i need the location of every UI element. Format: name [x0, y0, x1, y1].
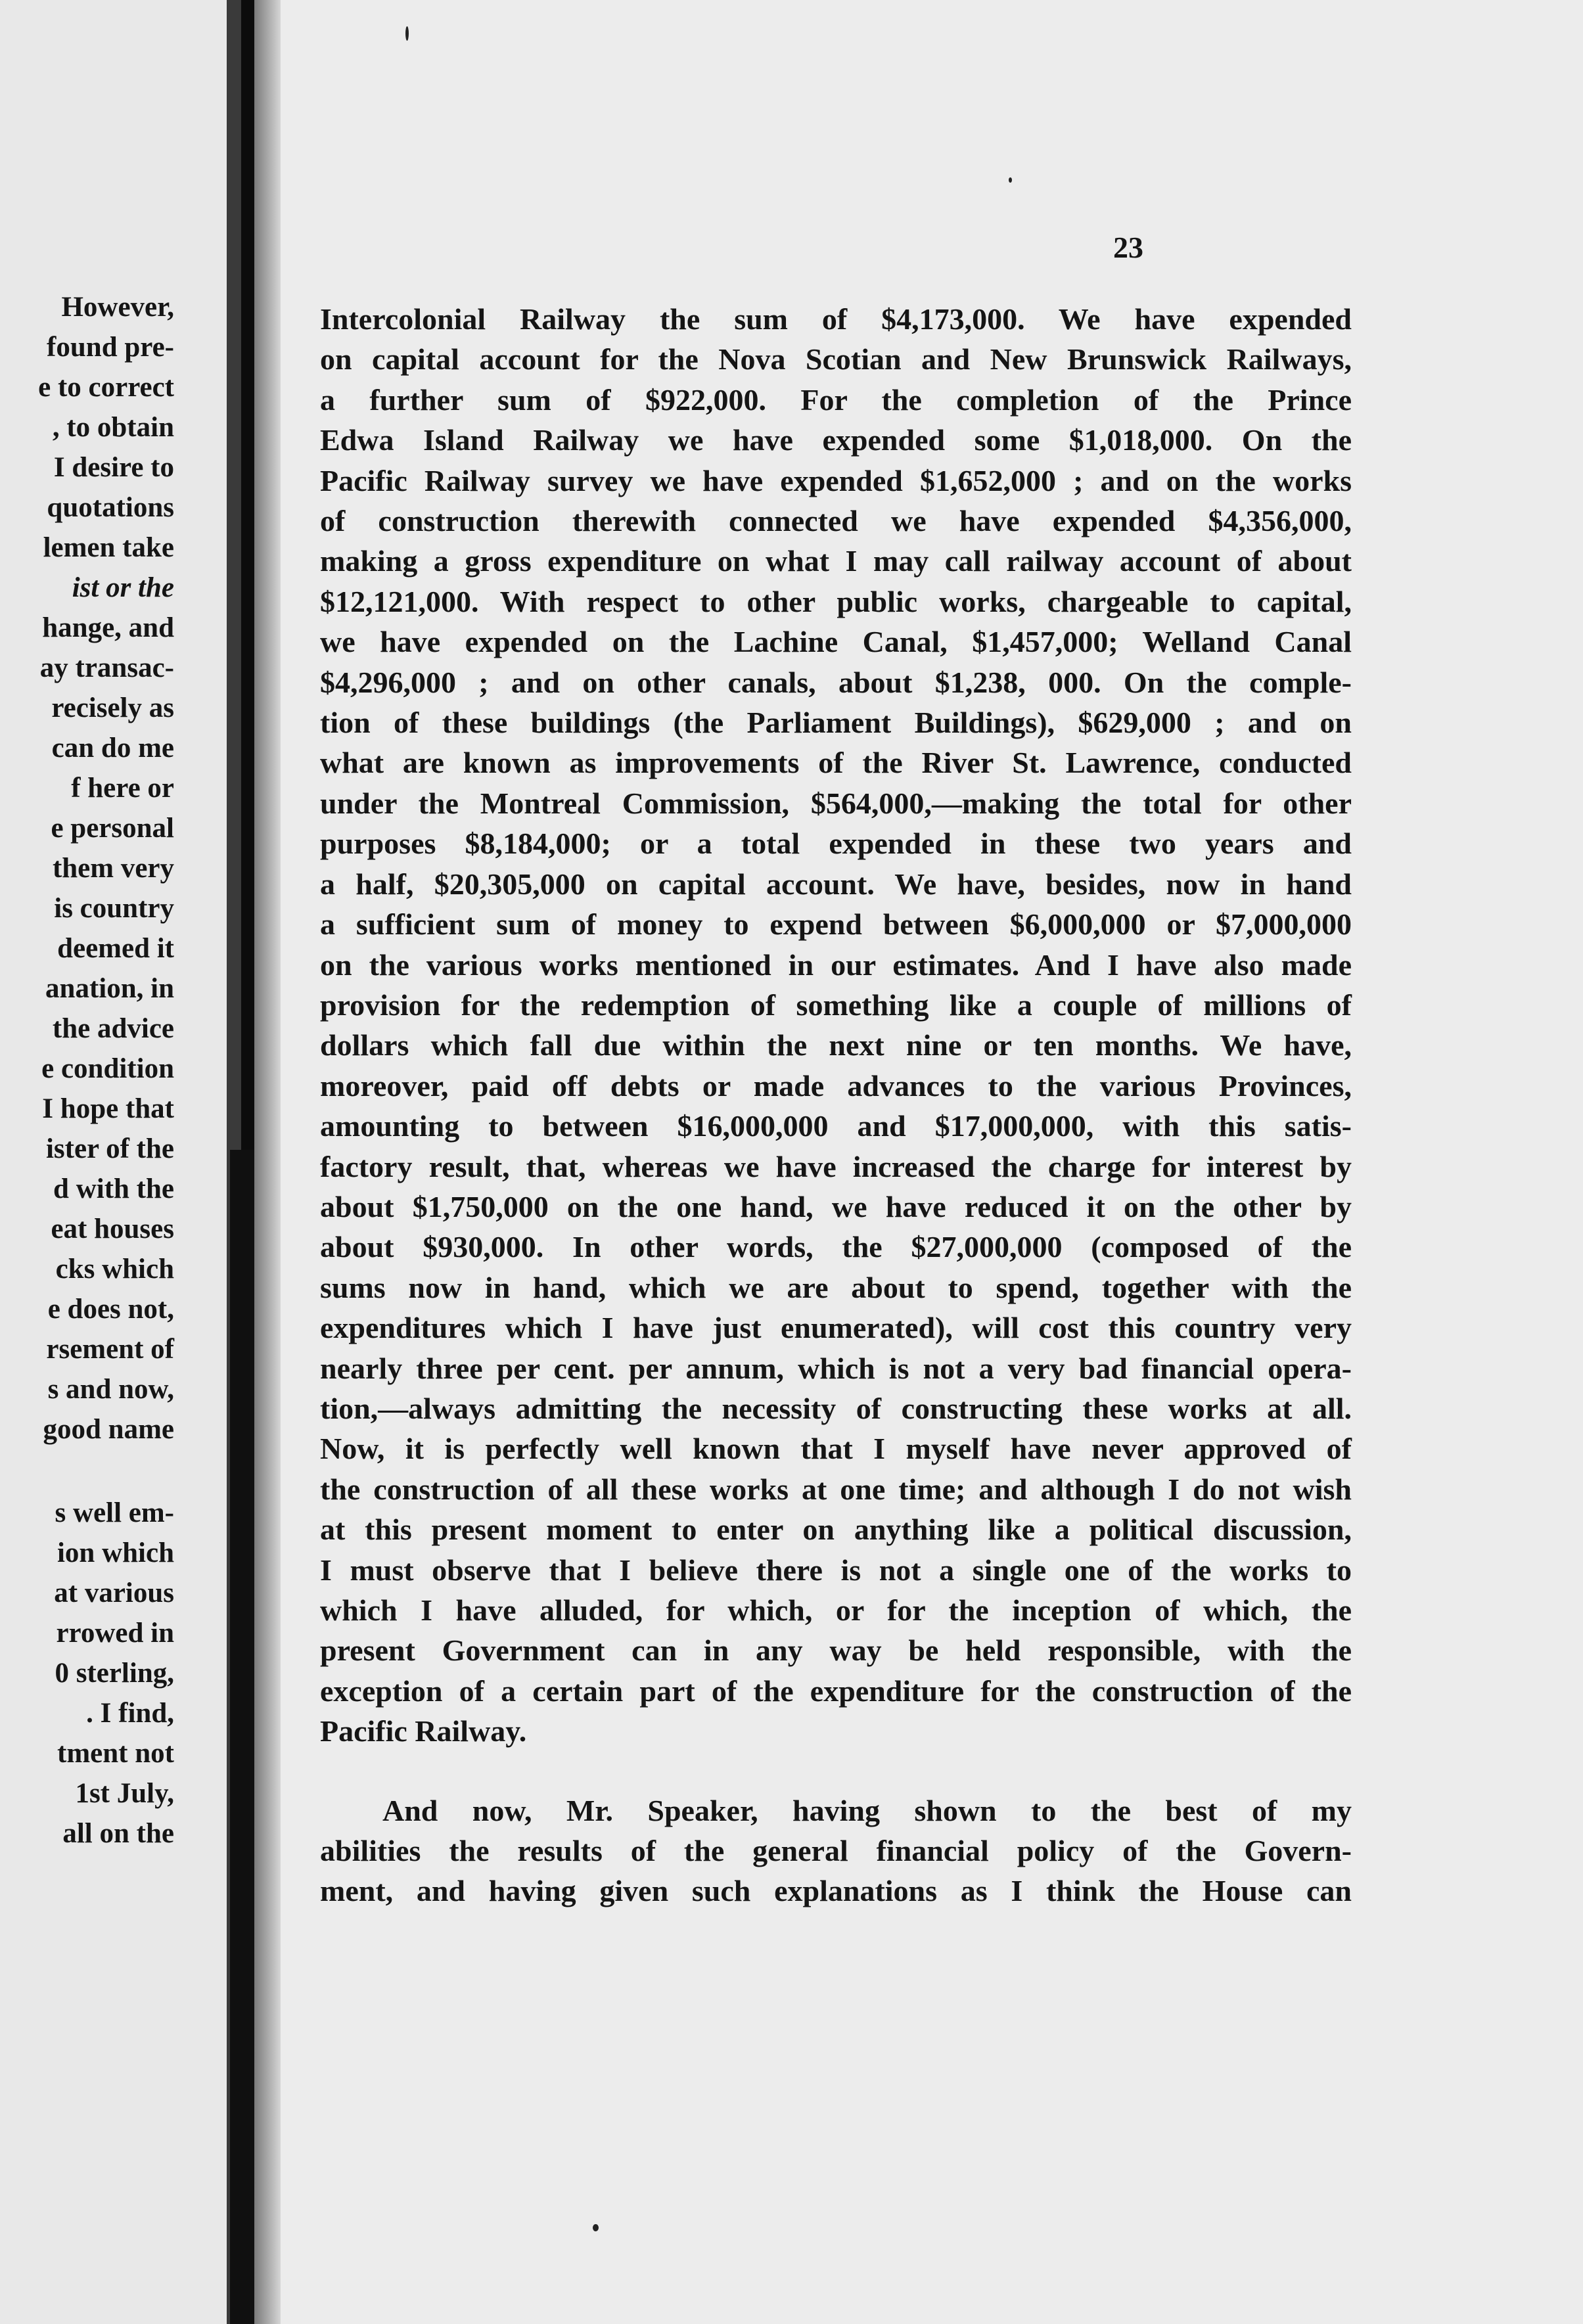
- text-line: factory result, that, whereas we have increased the charge for interest by: [320, 1149, 1352, 1183]
- text-line: we have expended on the Lachine Canal, $1,457,000; Welland Canal: [320, 625, 1352, 659]
- text-line: And now, Mr. Speaker, having shown to the best of my: [382, 1794, 1352, 1827]
- text-line: making a gross expenditure on what I may call railway account of about: [320, 544, 1352, 578]
- text-line: tion of these buildings (the Parliament Buildings), $629,000 ; and on: [320, 706, 1352, 740]
- left-line: them very: [52, 853, 174, 884]
- left-line: tment not: [57, 1738, 174, 1769]
- text-line: a half, $20,305,000 on capital account. We have, besides, now in hand: [320, 867, 1352, 901]
- scan-speck: [1009, 177, 1012, 183]
- text-line: Pacific Railway survey we have expended $1,652,000 ; and on the works: [320, 463, 1352, 497]
- text-line: a further sum of $922,000. For the completion of the Prince: [320, 382, 1352, 417]
- left-line: 1st July,: [75, 1778, 174, 1809]
- left-line: ist or the: [72, 572, 174, 603]
- left-line: is country: [54, 893, 174, 924]
- page-number: 23: [1113, 231, 1143, 264]
- text-line: at this present moment to enter on anything like a political discussion,: [320, 1513, 1352, 1547]
- left-line: e condition: [41, 1053, 174, 1084]
- page-curl-shade: [254, 0, 281, 2324]
- text-line: about $930,000. In other words, the $27,000,000 (composed of the: [320, 1230, 1352, 1264]
- left-line: s and now,: [47, 1374, 174, 1405]
- body-paragraph-2: [320, 1790, 1352, 1911]
- left-line: can do me: [51, 733, 174, 763]
- left-line: anation, in: [45, 973, 174, 1004]
- left-line: , to obtain: [52, 412, 174, 443]
- left-line: f here or: [71, 773, 174, 804]
- left-line: all on the: [62, 1818, 174, 1849]
- text-line: on the various works mentioned in our estimates. And I have also made: [320, 947, 1352, 982]
- text-line: dollars which fall due within the next nine or ten months. We have,: [320, 1028, 1352, 1062]
- text-line: nearly three per cent. per annum, which is not a very bad financial opera-: [320, 1351, 1352, 1385]
- left-line: ay transac-: [39, 652, 174, 683]
- left-line: deemed it: [57, 933, 174, 964]
- text-line: on capital account for the Nova Scotian and New Brunswick Railways,: [320, 342, 1352, 376]
- left-line: quotations: [47, 492, 174, 523]
- previous-page-upper-column: [3, 287, 174, 1449]
- text-line: present Government can in any way be held responsible, with the: [320, 1633, 1352, 1668]
- text-line: about $1,750,000 on the one hand, we have reduced it on the other by: [320, 1189, 1352, 1223]
- left-line: rsement of: [46, 1334, 174, 1365]
- left-line: found pre-: [47, 332, 174, 363]
- text-line: what are known as improvements of the River St. Lawrence, conducted: [320, 746, 1352, 780]
- left-line: I hope that: [42, 1093, 174, 1124]
- text-line: abilities the results of the general financial policy of the Govern-: [320, 1834, 1352, 1867]
- left-line: I desire to: [53, 452, 174, 483]
- left-line: good name: [43, 1414, 174, 1445]
- text-line: Now, it is perfectly well known that I myself have never approved of: [320, 1432, 1352, 1466]
- text-line: Intercolonial Railway the sum of $4,173,000. We have expended: [320, 302, 1352, 336]
- text-line: moreover, paid off debts or made advances to the various Provinces,: [320, 1068, 1352, 1103]
- left-line: ion which: [57, 1538, 174, 1568]
- text-line: sums now in hand, which we are about to spend, together with the: [320, 1270, 1352, 1304]
- body-paragraph-1: [320, 299, 1352, 1752]
- left-line: 0 sterling,: [55, 1658, 174, 1689]
- left-line: rrowed in: [56, 1618, 174, 1649]
- left-line: However,: [61, 292, 174, 323]
- text-line: I must observe that I believe there is not a single one of the works to: [320, 1553, 1352, 1587]
- previous-page-fragment: [0, 0, 227, 2324]
- text-line: amounting to between $16,000,000 and $17,000,000, with this satis-: [320, 1109, 1352, 1143]
- text-line: provision for the redemption of something like a couple of millions of: [320, 988, 1352, 1022]
- left-line: e to correct: [38, 372, 174, 403]
- text-line: a sufficient sum of money to expend between $6,000,000 or $7,000,000: [320, 907, 1352, 942]
- text-line: Edwa Island Railway we have expended some $1,018,000. On the: [320, 423, 1352, 457]
- left-line: lemen take: [43, 532, 174, 563]
- text-line: under the Montreal Commission, $564,000,—making the total for other: [320, 786, 1352, 820]
- left-line: . I find,: [86, 1698, 174, 1729]
- scan-speck: [405, 26, 409, 41]
- text-line: expenditures which I have just enumerated), will cost this country very: [320, 1311, 1352, 1345]
- text-line: ment, and having given such explanations as I think the House can: [320, 1874, 1352, 1907]
- text-line: which I have alluded, for which, or for the inception of which, the: [320, 1593, 1352, 1627]
- binding-shadow-lower: [230, 1150, 258, 2324]
- left-line: e does not,: [47, 1294, 174, 1325]
- previous-page-lower-column: [3, 1493, 174, 1854]
- text-line: the construction of all these works at one time; and although I do not wish: [320, 1472, 1352, 1506]
- left-line: d with the: [53, 1173, 174, 1204]
- text-line: tion,—always admitting the necessity of constructing these works at all.: [320, 1391, 1352, 1425]
- left-line: e personal: [51, 813, 174, 844]
- scan-speck: [593, 2224, 599, 2231]
- text-line: $12,121,000. With respect to other public works, chargeable to capital,: [320, 584, 1352, 618]
- left-line: hange, and: [42, 612, 174, 643]
- left-line: at various: [54, 1578, 174, 1608]
- left-line: ister of the: [45, 1133, 174, 1164]
- text-line: of construction therewith connected we have expended $4,356,000,: [320, 504, 1352, 538]
- text-line: purposes $8,184,000; or a total expended in these two years and: [320, 827, 1352, 861]
- text-line: exception of a certain part of the expenditure for the construction of the: [320, 1674, 1352, 1708]
- text-line: $4,296,000 ; and on other canals, about $1,238, 000. On the comple-: [320, 665, 1352, 699]
- left-line: s well em-: [55, 1497, 174, 1528]
- left-line: the advice: [52, 1013, 174, 1044]
- left-line: eat houses: [51, 1214, 174, 1244]
- text-line: Pacific Railway.: [320, 1714, 527, 1748]
- left-line: cks which: [55, 1254, 174, 1285]
- left-line: recisely as: [51, 693, 174, 723]
